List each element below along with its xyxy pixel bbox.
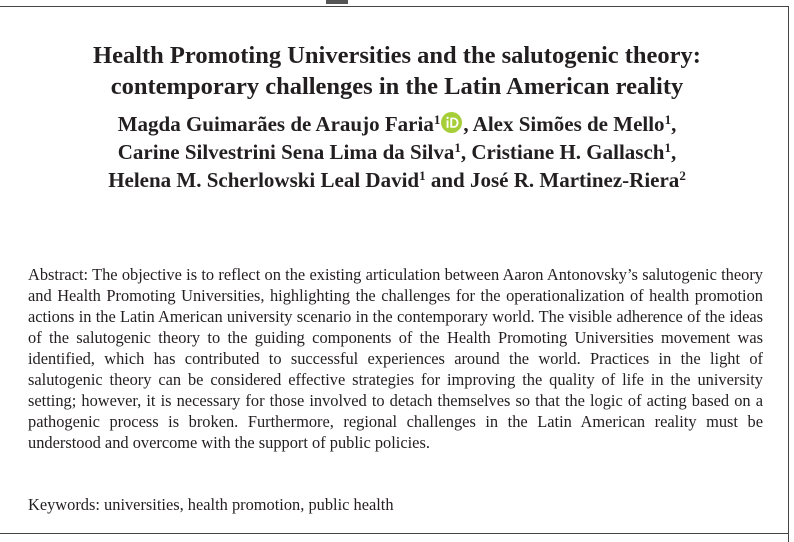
author-name: José R. Martinez-Riera (469, 168, 680, 192)
author-name: Helena M. Scherlowski Leal David (108, 168, 420, 192)
author-name: Alex Simões de Mello (472, 112, 665, 136)
author-separator: , (671, 112, 677, 136)
bottom-rule (0, 533, 788, 534)
abstract-text: The objective is to reflect on the existing articulation between Aaron Antonovsky’s salutogenic theory and Health Promoting Universities, highlighting the challenges for the operationalization of health promotion actions in the Latin American university scenario in the contemporary world. The visible adherence of the ideas of the salutogenic theory to the guiding components of the Health Promoting Universities movement was identified, which has contributed to successful experiences around the world. Practices in the light of salutogenic theory can be considered effective strategies for improving the quality of life in the university setting; however, it is necessary for those involved to detach themselves so that the logic of acting based on a pathogenic process is broken. Furthermore, regional challenges in the Latin American reality must be understood and overcome with the support of public policies. (28, 265, 763, 452)
abstract-label: Abstract: (28, 265, 89, 284)
author-separator: , (670, 140, 677, 164)
author-list (20, 110, 774, 194)
title-line-1: Health Promoting Universities and the salutogenic theory: (93, 42, 701, 69)
header-mark (326, 0, 348, 4)
keywords-label: Keywords: (28, 495, 100, 514)
keywords-text: universities, health promotion, public health (104, 495, 394, 514)
author-line-3 (20, 166, 774, 194)
affiliation-marker: 1 (664, 140, 671, 155)
author-line-2 (20, 138, 774, 166)
author-line-1 (20, 110, 774, 138)
affiliation-marker: 2 (679, 168, 686, 183)
affiliation-marker: 1 (419, 168, 426, 183)
author-separator: , (460, 140, 472, 164)
orcid-icon[interactable] (441, 112, 462, 133)
affiliation-marker: 1 (664, 112, 672, 127)
affiliation-marker: 1 (454, 140, 461, 155)
article-title (20, 40, 774, 102)
title-line-2: contemporary challenges in the Latin American reality (110, 73, 684, 100)
author-name: Magda Guimarães de Araujo Faria (117, 112, 434, 136)
top-rule (0, 6, 788, 7)
author-name: Cristiane H. Gallasch (471, 140, 665, 164)
abstract (28, 264, 763, 453)
author-name: Carine Silvestrini Sena Lima da Silva (117, 140, 455, 164)
right-rule (788, 6, 789, 542)
keywords (28, 494, 763, 515)
author-separator: , (463, 112, 473, 136)
author-separator: and (425, 168, 470, 192)
affiliation-marker: 1 (433, 112, 441, 127)
